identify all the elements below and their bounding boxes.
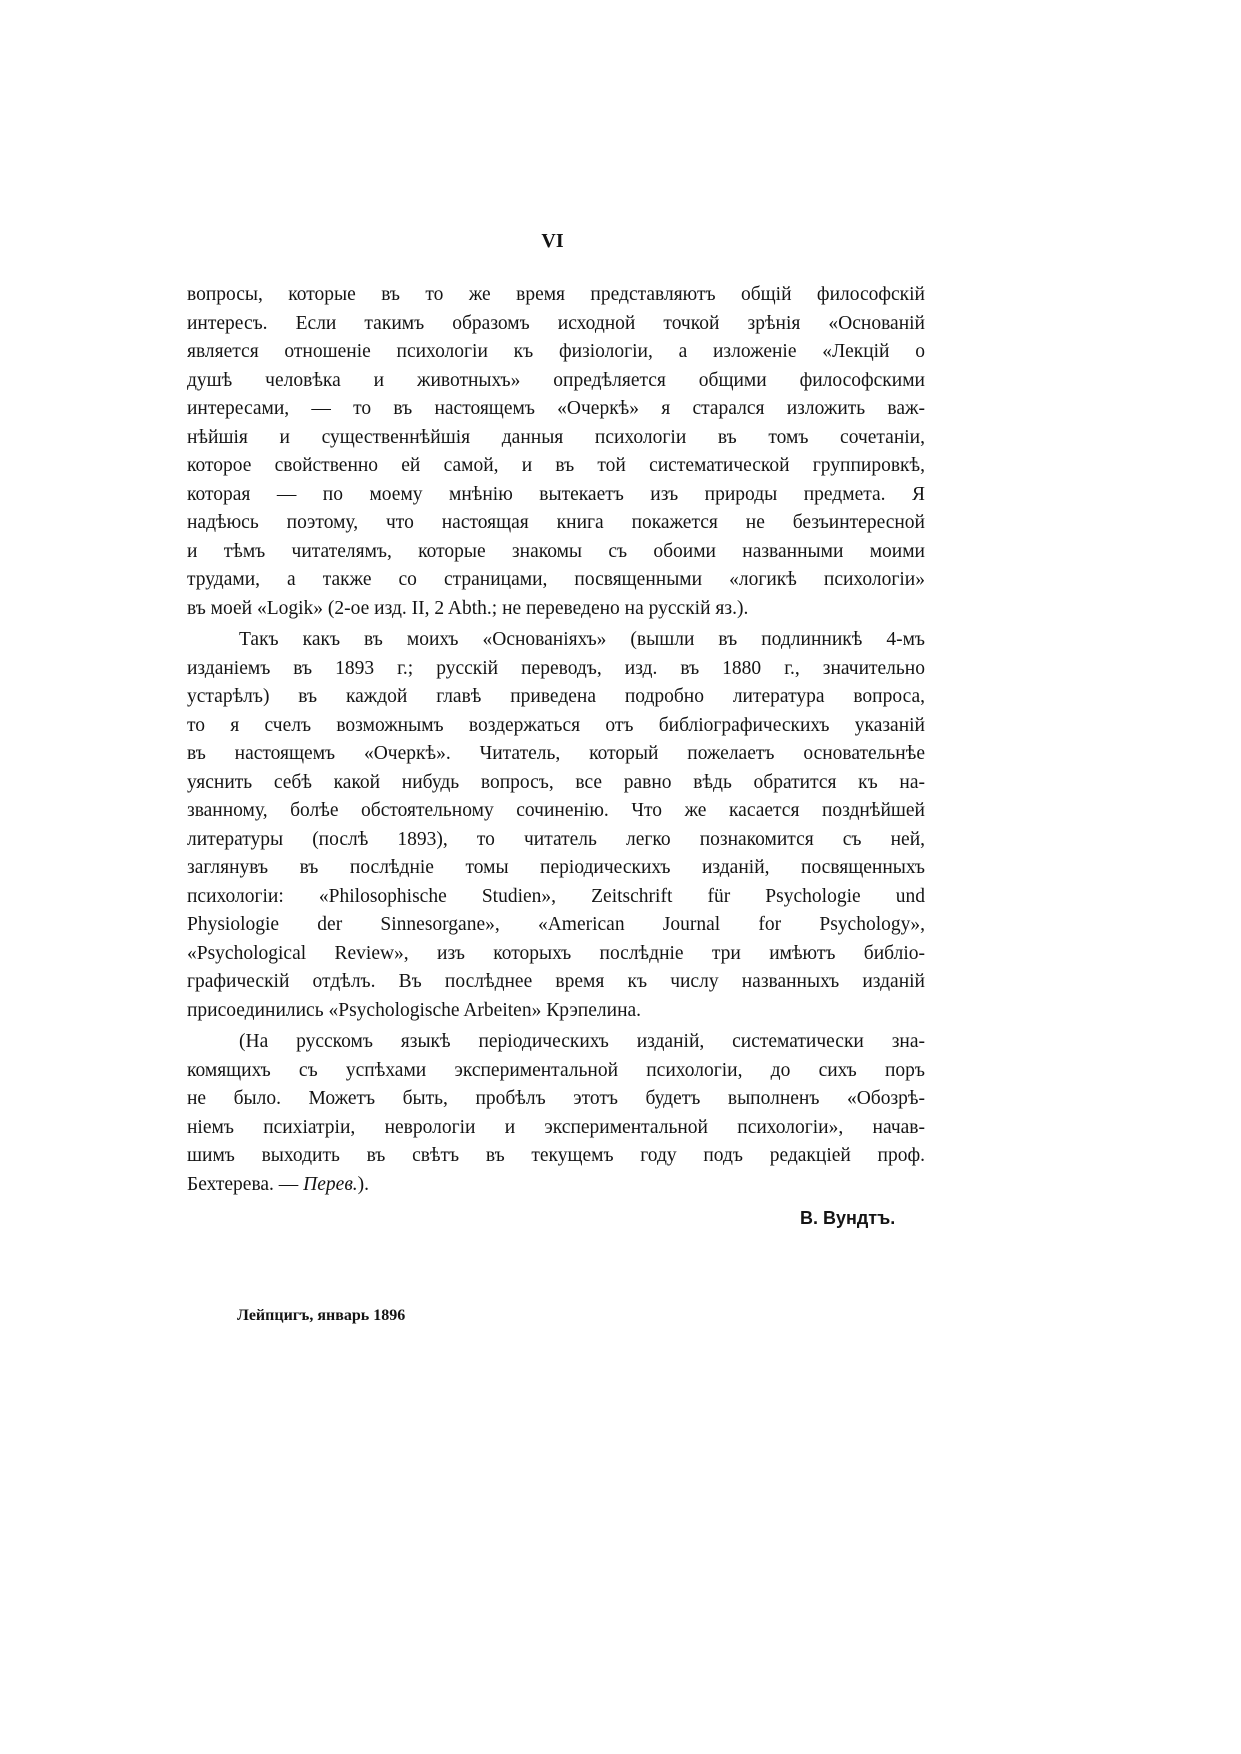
paragraph-line: «Psychological Review», изъ которыхъ послѣдніе три имѣютъ библіо- xyxy=(187,942,925,964)
paragraph-line: вопросы, которые въ то же время представляютъ общій философскій xyxy=(187,284,925,305)
paragraph-line xyxy=(187,1171,925,1200)
page-number: VI xyxy=(541,230,564,252)
paragraph-line: Такъ какъ въ моихъ «Основаніяхъ» (вышли въ подлинникѣ 4-мъ xyxy=(239,629,925,650)
paragraph-line: въ настоящемъ «Очеркѣ». Читатель, который пожелаетъ основательнѣе xyxy=(187,743,925,764)
paragraph-line: литературы (послѣ 1893), то читатель легко познакомится съ ней, xyxy=(187,828,925,850)
paragraph-line: трудами, а также со страницами, посвященными «логикѣ психологіи» xyxy=(187,569,925,590)
line-text: ). xyxy=(357,1173,370,1195)
paragraph-line: не было. Можетъ быть, пробѣлъ этотъ будетъ выполненъ «Обозрѣ- xyxy=(187,1088,925,1109)
paragraph-line: въ моей «Logik» (2-ое изд. II, 2 Abth.; не переведено на русскій яз.). xyxy=(187,597,749,619)
paragraph-line: ніемъ психіатріи, неврологіи и экспериментальной психологіи», начав- xyxy=(187,1116,925,1138)
paragraph-line: и тѣмъ читателямъ, которые знакомы съ обоими названными моими xyxy=(187,540,925,562)
paragraph-line: устарѣлъ) въ каждой главѣ приведена подробно литература вопроса, xyxy=(187,686,925,707)
paragraph-line: которое свойственно ей самой, и въ той систематической группировкѣ, xyxy=(187,455,925,476)
paragraph-line: шимъ выходить въ свѣтъ въ текущемъ году подъ редакціей проф. xyxy=(187,1145,925,1166)
paragraph-line: званному, болѣе обстоятельному сочиненію. Что же касается позднѣйшей xyxy=(187,800,925,821)
paragraph-line: нѣйшія и существеннѣйшія данныя психологіи въ томъ сочетаніи, xyxy=(187,426,925,448)
paragraph-line: (На русскомъ языкѣ періодическихъ изданій, систематически зна- xyxy=(239,1031,925,1052)
paragraph-line: психологіи: «Philosophische Studien», Zeitschrift für Psychologie und xyxy=(187,885,925,907)
paragraph-line: которая — по моему мнѣнію вытекаетъ изъ природы предмета. Я xyxy=(187,483,925,505)
paragraph-line: изданіемъ въ 1893 г.; русскій переводъ, изд. въ 1880 г., значительно xyxy=(187,657,925,679)
place-date: Лейпцигъ, январь 1896 xyxy=(237,1307,406,1324)
paragraph-line: является отношеніе психологіи къ физіологіи, а изложеніе «Лекцій о xyxy=(187,341,925,362)
paragraph-line: душѣ человѣка и животныхъ» опредѣляется общими философскими xyxy=(187,369,925,391)
paragraph-line: интересами, — то въ настоящемъ «Очеркѣ» я старался изложить важ- xyxy=(187,398,925,419)
paragraph-line: графическій отдѣлъ. Въ послѣднее время къ числу названныхъ изданій xyxy=(187,971,925,992)
paragraph-line: уяснить себѣ какой нибудь вопросъ, все равно вѣдь обратится къ на- xyxy=(187,771,925,793)
paragraph-line: Physiologie der Sinnesorgane», «American Journal for Psychology», xyxy=(187,914,925,935)
paragraph-2 xyxy=(187,626,925,1025)
paragraph-line: надѣюсь поэтому, что настоящая книга покажется не безъинтересной xyxy=(187,512,925,533)
paragraph-line: то я счелъ возможнымъ воздержаться отъ библіографическихъ указаній xyxy=(187,714,925,736)
paragraph-1 xyxy=(187,281,925,623)
translator-note: Перев. xyxy=(303,1173,358,1195)
author-signature: В. Вундтъ. xyxy=(800,1208,896,1228)
paragraph-line: интересъ. Если такимъ образомъ исходной точкой зрѣнія «Основаній xyxy=(187,312,925,334)
paragraph-3 xyxy=(187,1028,925,1199)
paragraph-line: комящихъ съ успѣхами экспериментальной психологіи, до сихъ поръ xyxy=(187,1059,925,1081)
paragraph-line: присоединились «Psychologische Arbeiten» Крэпелина. xyxy=(187,999,642,1021)
line-text: Бехтерева. — xyxy=(187,1173,304,1195)
paragraph-line: заглянувъ въ послѣдніе томы періодическихъ изданій, посвященныхъ xyxy=(187,857,925,878)
